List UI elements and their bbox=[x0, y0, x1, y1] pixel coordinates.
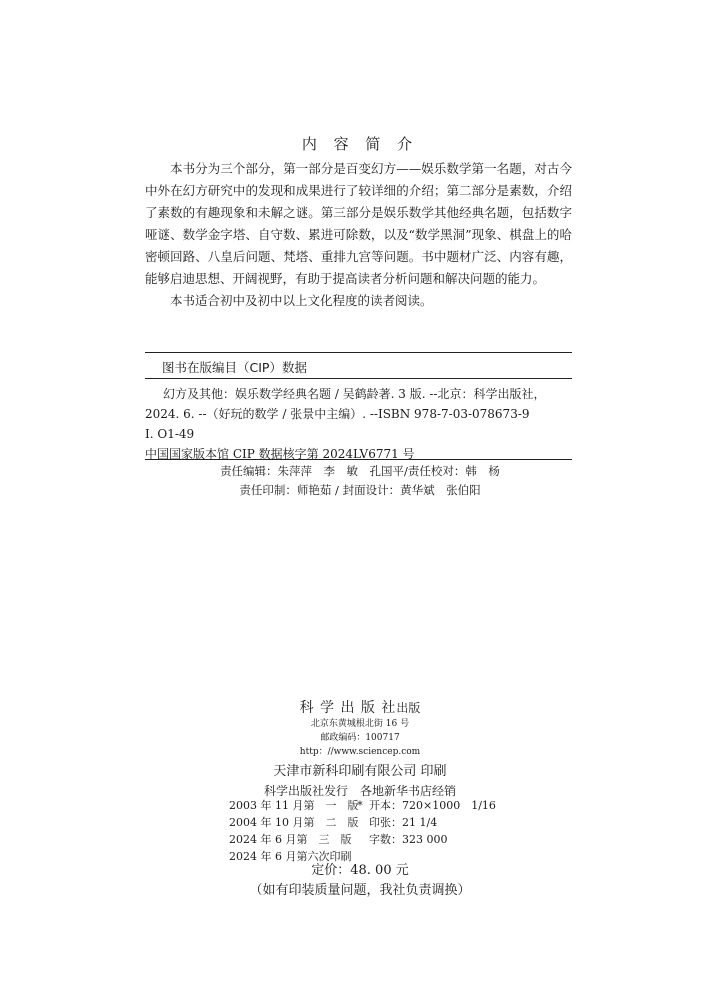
publisher-postcode: 邮政编码：100717 bbox=[320, 733, 400, 743]
summary-text bbox=[145, 158, 572, 312]
cip-line: Ⅰ. O1-49 bbox=[145, 427, 195, 441]
summary-paragraph: 本书适合初中及初中以上文化程度的读者阅读。 bbox=[170, 293, 433, 308]
publisher-name bbox=[0, 697, 720, 717]
edition-date: 2024 年 6 月第六次印刷 bbox=[229, 850, 352, 863]
publisher-suffix: 出版 bbox=[396, 701, 421, 715]
cip-line: 2024. 6. --（好玩的数学 / 张景中主编）. --ISBN 978-7-03-078673-9 bbox=[145, 407, 530, 421]
edition-row bbox=[229, 831, 496, 848]
cip-heading: 图书在版编目（CIP）数据 bbox=[162, 360, 307, 375]
distributor: 科学出版社发行 各地新华书店经销 bbox=[263, 784, 456, 798]
edition-date: 2003 年 11 月第 一 版 bbox=[229, 799, 359, 812]
edition-spec: 印张：21 1/4 bbox=[369, 816, 438, 829]
cip-line: 中国国家版本馆 CIP 数据核字第 2024LV6771 号 bbox=[145, 447, 415, 461]
divider bbox=[145, 352, 572, 353]
publisher-block bbox=[0, 697, 720, 812]
printer: 天津市新科印刷有限公司 印刷 bbox=[273, 764, 447, 779]
price-block bbox=[0, 861, 720, 901]
divider bbox=[145, 378, 572, 379]
edition-row bbox=[229, 797, 496, 814]
publisher-address: 北京东黄城根北街 16 号 bbox=[310, 719, 410, 729]
edition-spec: 开本：720×1000 1/16 bbox=[369, 799, 496, 812]
summary-title: 内 容 简 介 bbox=[301, 135, 419, 153]
credits-production: 责任印制：师艳茹 / 封面设计：黄华斌 张伯阳 bbox=[239, 483, 481, 497]
cip-data bbox=[145, 384, 572, 464]
edition-spec: 字数：323 000 bbox=[369, 833, 448, 846]
separator-star: * bbox=[357, 799, 363, 812]
summary-paragraph: 本书分为三个部分，第一部分是百变幻方——娱乐数学第一名题，对古今中外在幻方研究中的发现和成果进行了较详细的介绍；第二部分是素数，介绍了素数的有趣现象和未解之谜。第三部分是娱乐数学其他经典名题，包括数字哑谜、数学金字塔、自守数、累进可除数，以及“数学黑洞”现象、棋盘上的哈密顿回路、八皇后问题、梵塔、重排九宫等问题。书中题材广泛、内容有趣，能够启迪思想、开阔视野，有助于提高读者分析问题和解决问题的能力。 bbox=[145, 161, 572, 286]
price: 定价：48. 00 元 bbox=[311, 863, 409, 878]
publisher-logo-text: 科 学 出 版 社 bbox=[299, 700, 397, 716]
credits bbox=[0, 462, 720, 500]
edition-date: 2024 年 6 月第 三 版 bbox=[229, 833, 352, 846]
cip-line: 幻方及其他：娱乐数学经典名题 / 吴鹤龄著. 3 版. --北京：科学出版社， bbox=[163, 387, 546, 401]
edition-info bbox=[229, 797, 496, 865]
edition-date: 2004 年 10 月第 二 版 bbox=[229, 816, 359, 829]
publisher-url: http：//www.sciencep.com bbox=[299, 747, 421, 757]
divider bbox=[145, 459, 572, 460]
quality-note: （如有印装质量问题，我社负责调换） bbox=[249, 883, 471, 898]
credits-editors: 责任编辑：朱萍萍 李 敏 孔国平/责任校对：韩 杨 bbox=[220, 464, 500, 478]
edition-row bbox=[229, 814, 496, 831]
